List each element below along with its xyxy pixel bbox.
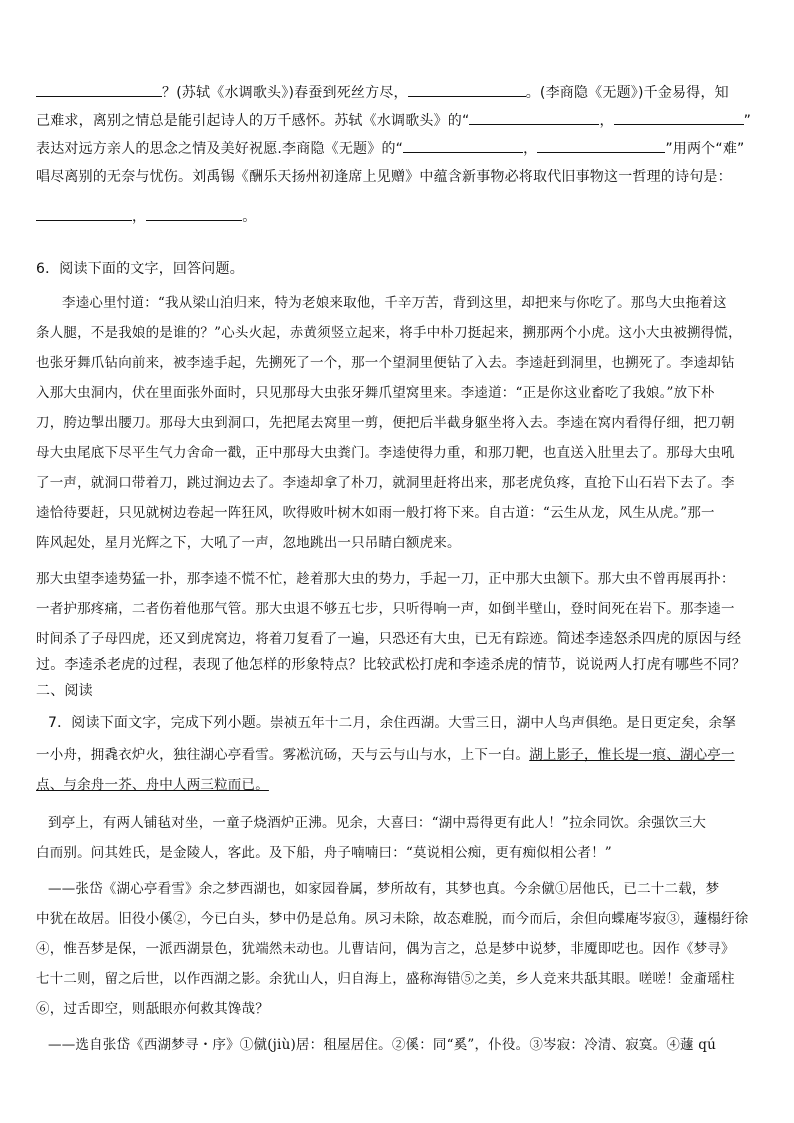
- question-6-heading: 6．阅读下面的文字，回答问题。: [36, 261, 244, 277]
- answer-blank[interactable]: [537, 136, 665, 153]
- passage-line: 了一声，就洞口带着刀，跳过涧边去了。李逵却拿了朴刀，就洞里赶将出来，那老虎负疼，直抢下山石岩下去了。李: [36, 475, 735, 491]
- answer-blank[interactable]: [408, 80, 526, 97]
- question-7-line-5: 白而别。问其姓氏，是金陵人，客此。及下船，舟子喃喃曰：“莫说相公痴，更有痴似相公者！”: [36, 845, 612, 861]
- question-7-line-2: 一小舟，拥毳衣炉火，独往湖心亭看雪。雾凇沆砀，天与云与山与水，上下一白。湖上影子，惟长堤一痕、湖心亭一: [36, 747, 735, 763]
- question-7-line-7: 中犹在故居。旧役小傒②，今已白头，梦中仍是总角。夙习未除，故态难脱，而今而后，余但向蝶庵岑寂③，蘧榻纡徐: [36, 911, 749, 927]
- passage-line: 也张牙舞爪钻向前来，被李逵手起，先搠死了一个，那一个望洞里便钻了入去。李逵赶到洞里，也搠死了。李逵却钻: [36, 355, 735, 371]
- question-7-line-10: ⑥，过舌即空，则舐眼亦何救其馋哉？: [36, 1001, 269, 1017]
- question-6-prompt: 简述李逵怒杀四虎的原因与经: [556, 631, 742, 647]
- passage-line: 一者护那疼痛，二者伤着他那气管。那大虫退不够五七步，只听得响一声，如倒半壁山，登时间死在岩下。那李逵一: [36, 601, 735, 617]
- passage-line: 阵风起处，星月光辉之下，大吼了一声，忽地跳出一只吊睛白额虎来。: [36, 535, 461, 551]
- passage-line: 母大虫尾底下尽平生气力舍命一戳，正中那母大虫粪门。李逵使得力重，和那刀靶，也直送入肚里去了。那母大虫吼: [36, 445, 735, 461]
- passage-line: 时间杀了子母四虎，还又到虎窝边，将着刀复看了一遍，只恐还有大虫，已无有踪迹。简述李逵怒杀四虎的原因与经: [36, 631, 742, 647]
- poem-fill-line-5: ， 。: [36, 204, 760, 230]
- question-7-line-4: 到亭上，有两人铺毡对坐，一童子烧酒炉正沸。见余，大喜曰：“湖中焉得更有此人！”拉余同饮。余强饮三大: [48, 815, 707, 831]
- poem-fill-line-2: 己难求，离别之情总是能引起诗人的万千感怀。苏轼《水调歌头》的“ ， ”: [36, 108, 760, 134]
- section-heading-reading: 二、阅读: [36, 683, 93, 699]
- question-7-line-6: ——张岱《湖心亭看雪》余之梦西湖也，如家园眷属，梦所故有，其梦也真。今余僦①居他氏，已二十二载，梦: [48, 881, 720, 897]
- poem-fill-line-4: 唱尽离别的无奈与忧伤。刘禹锡《酬乐天扬州初逢席上见赠》中蕴含新事物必将取代旧事物这一哲理的诗句是：: [36, 169, 732, 185]
- poem-fill-line-1: ？(苏轼《水调歌头》)春蚕到死丝方尽， 。(李商隐《无题》)千金易得，知: [36, 80, 760, 106]
- question-7-line-3: [36, 772, 760, 798]
- answer-blank[interactable]: [146, 204, 242, 221]
- passage-line: 条人腿，不是我娘的是谁的？”心头火起，赤黄须竖立起来，将手中朴刀挺起来，搠那两个小虎。这小大虫被搠得慌，: [36, 325, 742, 341]
- underlined-sentence: 点、与余舟一芥、舟中人两三粒而已。: [36, 777, 269, 793]
- answer-blank[interactable]: [469, 108, 599, 125]
- passage-line: 刀，胯边掣出腰刀。那母大虫到洞口，先把尾去窝里一剪，便把后半截身躯坐将入去。李逵在窝内看得仔细，把刀朝: [36, 415, 735, 431]
- poem-fill-line-3: 表达对远方亲人的思念之情及美好祝愿.李商隐《无题》的“ ， ”用两个“难”: [36, 136, 760, 162]
- passage-line: 逵恰待要赶，只见就树边卷起一阵狂风，吹得败叶树木如雨一般打将下来。自古道：“云生从龙，风生从虎。”那一: [36, 505, 715, 521]
- question-7-line-9: 七十二则，留之后世，以作西湖之影。余犹山人，归自海上，盛称海错⑤之美，乡人竞来共舐其眼。嗟嗟！金齑瑶柱: [36, 971, 735, 987]
- answer-blank[interactable]: [614, 108, 744, 125]
- passage-line: 入那大虫洞内，伏在里面张外面时，只见那母大虫张牙舞爪望窝里来。李逵道：“正是你这业畜吃了我娘。”放下朴: [36, 385, 715, 401]
- underlined-sentence: 湖上影子，惟长堤一痕、湖心亭一: [529, 747, 735, 763]
- question-7-footnote-line: ——选自张岱《西湖梦寻・序》①僦(jiù)居：租屋居住。②傒：同“奚”，仆役。③岑寂：冷清、寂寞。④蘧 qú: [48, 1037, 716, 1053]
- answer-blank[interactable]: [36, 204, 132, 221]
- passage-line: 李逵心里忖道：“我从梁山泊归来，特为老娘来取他，千辛万苦，背到这里，却把来与你吃了。那鸟大虫拖着这: [62, 295, 727, 311]
- passage-line: 那大虫望李逵势猛一扑，那李逵不慌不忙，趁着那大虫的势力，手起一刀，正中那大虫颔下。那大虫不曾再展再扑：: [36, 571, 735, 587]
- question-7-line-8: ④，惟吾梦是保，一派西湖景色，犹端然未动也。儿曹诘问，偶为言之，总是梦中说梦，非魇即呓也。因作《梦寻》: [36, 941, 735, 957]
- answer-blank[interactable]: [403, 136, 523, 153]
- answer-blank[interactable]: [36, 80, 162, 97]
- question-7-line-1: 7．阅读下面文字，完成下列小题。崇祯五年十二月，余住西湖。大雪三日，湖中人鸟声俱绝。是日更定矣，余拏: [48, 715, 736, 731]
- question-6-prompt-line-2: 过。李逵杀老虎的过程，表现了他怎样的形象特点？比较武松打虎和李逵杀虎的情节，说说两人打虎有哪些不同？: [36, 657, 746, 673]
